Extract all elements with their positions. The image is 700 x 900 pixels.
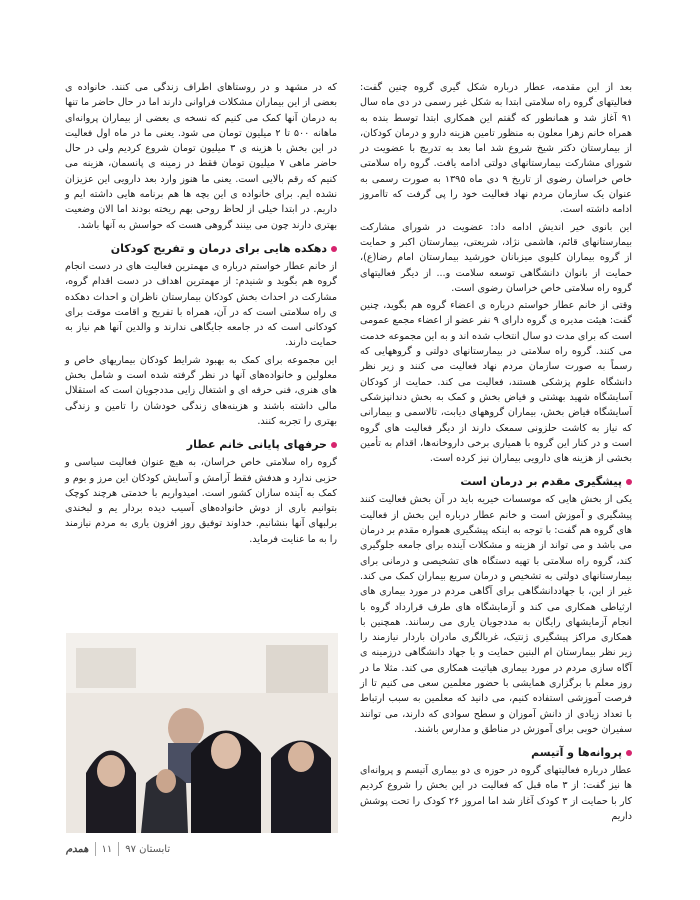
paragraph: بعد از این مقدمه، عطار درباره شکل گیری گروه چنین گفت: فعالیتهای گروه راه سلامتی ابتدا به شکل غیر رسمی در دی ماه سال ۹۱ آغاز شد و همانطور که گفتم این همکاری ابتدا توسط بنده به همراه خانم زهرا معلون به منظور تامین هزینه دارو و درمان کودکان، از بیمارستان دکتر شیخ شروع شد اما بعد به تدریج با عضویت در شورای مشارکت بیمارستانهای دولتی ادامه یافت. گروه راه سلامتی خاص خراسان رضوی از تاریخ ۹ دی ماه ۱۳۹۵ به صورت رسمی به عنوان یک سازمان مردم نهاد فعالیت خود را پی گرفت که تاامروز ادامه داشته است. bbox=[360, 82, 632, 216]
issue-season: تابستان ۹۷ bbox=[125, 843, 171, 855]
paragraph: عطار درباره فعالیتهای گروه در حوزه ی دو بیماری آتیسم و پروانه‌ای ها نیز گفت: از ۳ ماه قبل که فعالیت در این بخش را شروع کردیم کار با حمایت از ۳ کودک آغاز شد اما امروز ۲۶ کودک را تحت پوشش داریم bbox=[360, 765, 632, 823]
right-column bbox=[360, 80, 632, 826]
bullet-icon bbox=[626, 479, 632, 485]
page-number: ۱۱ bbox=[101, 843, 113, 855]
bullet-icon bbox=[626, 750, 632, 756]
magazine-logo: همدم bbox=[66, 843, 89, 855]
section-heading-text: پروانه‌ها و آتیسم bbox=[531, 746, 622, 760]
paragraph: از خانم عطار خواستم درباره ی مهمترین فعالیت های در دست انجام گروه هم بگوید و شنیدم: از مهمترین اهداف در دست اقدام گروه، مشارکت در احداث بخش کودکان بیمارستان ناظران و احداث دهکده ی راه سلامتی است که در آن، همراه با تفریح و اقامت موقت برای کودکانی است که در جامعه جایگاهی ندارند و والدین آنها هم نیاز به حمایت دارند. bbox=[65, 260, 337, 349]
paragraph: این مجموعه برای کمک به بهبود شرایط کودکان بیماریهای خاص و معلولین و خانواده‌های آنها در نظر گرفته شده است و شامل بخش های هنری، فنی حرفه ای و اشتغال زایی مددجویان است که استقلال مالی داشته باشند و هزینه‌های زندگی خودشان را تامین و زندگی بهتری را تجربه کنند. bbox=[65, 354, 337, 427]
group-photo bbox=[66, 633, 338, 833]
paragraph: گروه راه سلامتی خاص خراسان، به هیچ عنوان فعالیت سیاسی و حزبی ندارد و هدفش فقط آرامش و آسایش کودکان این مرز و بوم و کمک به آینده سازان کشور است. امیدواریم با خدمتی هرچند کوچک بتوانیم باری از دوش خانواده‌های آسیب دیده بردار یم و لبخندی برلبهای آنها بنشانیم. خداوند توفیق روز افزون یاری به مردم نیازمند را به ما عنایت فرماید. bbox=[65, 457, 337, 545]
paragraph: که در مشهد و در روستاهای اطراف زندگی می کنند. خانواده ی بعضی از این بیماران مشکلات فراوانی دارند اما در حال حاضر ما تنها به درمان آنها کمک می کنیم که نسخه ی بعضی از بیماران پروانه‌ای ماهانه ۵۰۰ تا ۲ میلیون تومان می شود. یعنی ما در ماه اول فعالیت در این بخش با هزینه ی ۳ میلیون تومان شروع کردیم ولی در حال حاضر ماهی ۷ میلیون تومان فقط در زمینه ی پانسمان، هزینه می کنیم که رقم بالایی است. یعنی ما هنوز وارد بعد دارویی این عزیزان نشده ایم. برای خانواده ی این بچه ها هم برنامه هایی داشته ایم و داریم. در ابتدا خیلی از لحاظ روحی بهم ریخته بودند اما الان وضعیت بهتری دارند چون می بینند گروهی هست که حواسش به آنها باشد. bbox=[65, 82, 337, 231]
paragraph: وقتی از خانم عطار خواستم درباره ی اعضاء گروه هم بگوید، چنین گفت: هیئت مدیره ی گروه دارای ۹ نفر عضو از اعضاء مجمع عمومی است که برای مدت دو سال انتخاب شده اند و به این مجموعه خدمت می کنند. گروه راه سلامتی در بیمارستانهای دولتی و گروههایی که رسماً به صورت سازمان مردم نهاد فعالیت می کنند و زیر نظر دانشگاه علوم پزشکی هستند، فعالیت می کند. حمایت از کودکان آسایشگاه شهید بهشتی و فیاض بخش و کمک به بخش دندانپزشکی آسایشگاه فیاض بخش، بیماران گروههای دیابت، تالاسمی و بیمارانی که نیاز به کاشت حلزونی سمعک دارند از دیگر فعالیت های گروه است و در کنار این گروه با همیاری برخی داروخانه‌ها، اقدام به تأمین بخشی از هزینه های دارویی بیماران نیز کرده است. bbox=[360, 300, 632, 465]
section-heading bbox=[360, 745, 632, 761]
section-heading bbox=[360, 474, 632, 490]
section-heading-text: دهکده هایی برای درمان و تفریح کودکان bbox=[110, 241, 327, 255]
footer-divider bbox=[118, 842, 119, 856]
page-footer bbox=[66, 839, 170, 859]
left-column bbox=[65, 80, 337, 549]
paragraph: این بانوی خیر اندیش ادامه داد: عضویت در شورای مشارکت بیمارستانهای قائم، هاشمی نژاد، شریعتی، بیمارستان اکبر و حمایت از گروه بیماران کلیوی میزبانان خورشید بیمارستان امام رضا(ع)، حمایت از بانوان دانشگاهی توسعه سلامت و... از دیگر فعالیتهای گروه راه سلامتی خاص خراسان رضوی است. bbox=[360, 221, 632, 294]
section-heading bbox=[65, 437, 337, 453]
paragraph: یکی از بخش هایی که موسسات خیریه باید در آن بخش فعالیت کنند پیشگیری و آموزش است و خانم عطار درباره این بخش از فعالیت های گروه هم گفت: با توجه به اینکه پیشگیری همواره مقدم بر درمان می باشد و می تواند از هزینه و مشکلات آینده برای جامعه جلوگیری کند، گروه راه سلامتی با تهیه دستگاه های تشخیصی و درمانی برای بیمارستانهای دولتی به تشخیص و درمان سریع بیماران کمک می کند. غیر از این، با جهاددانشگاهی برای آگاهی مردم در مورد بیماری های ارثیاطی همکاری می کند و آزمایشگاه های طرف قرارداد گروه با انجام آزمایشهای رایگان به مددجویان یاری می رسانند. همچنین با همکاری مراکز پیشگیری ژنتیک، غربالگری مادران باردار نیازمند را زیر نظر بیمارستان ام البنین حمایت و با جهاد دانشگاهی درزمینه ی آگاه سازی مردم در مورد بیماری هیاتیت همکاری می کند. مثلا ما در روز معلم با برگزاری همایشی با حضور معلمین سعی می کنیم تا از فرصت آموزشی استفاده کنیم، می دانید که معلمین به سبب ارتباط با تعداد زیادی از دانش آموزان و سطح سوادی که دارند، می توانند سفیران خوبی برای آموزش در مناطق و مدارس باشند. bbox=[360, 494, 632, 735]
section-heading-text: پیشگیری مقدم بر درمان است bbox=[460, 475, 622, 489]
footer-divider bbox=[95, 842, 96, 856]
section-heading bbox=[65, 241, 337, 257]
section-heading-text: حرفهای پایانی خانم عطار bbox=[186, 438, 327, 452]
bullet-icon bbox=[331, 246, 337, 252]
bullet-icon bbox=[331, 442, 337, 448]
group-photo-illustration bbox=[66, 633, 338, 833]
